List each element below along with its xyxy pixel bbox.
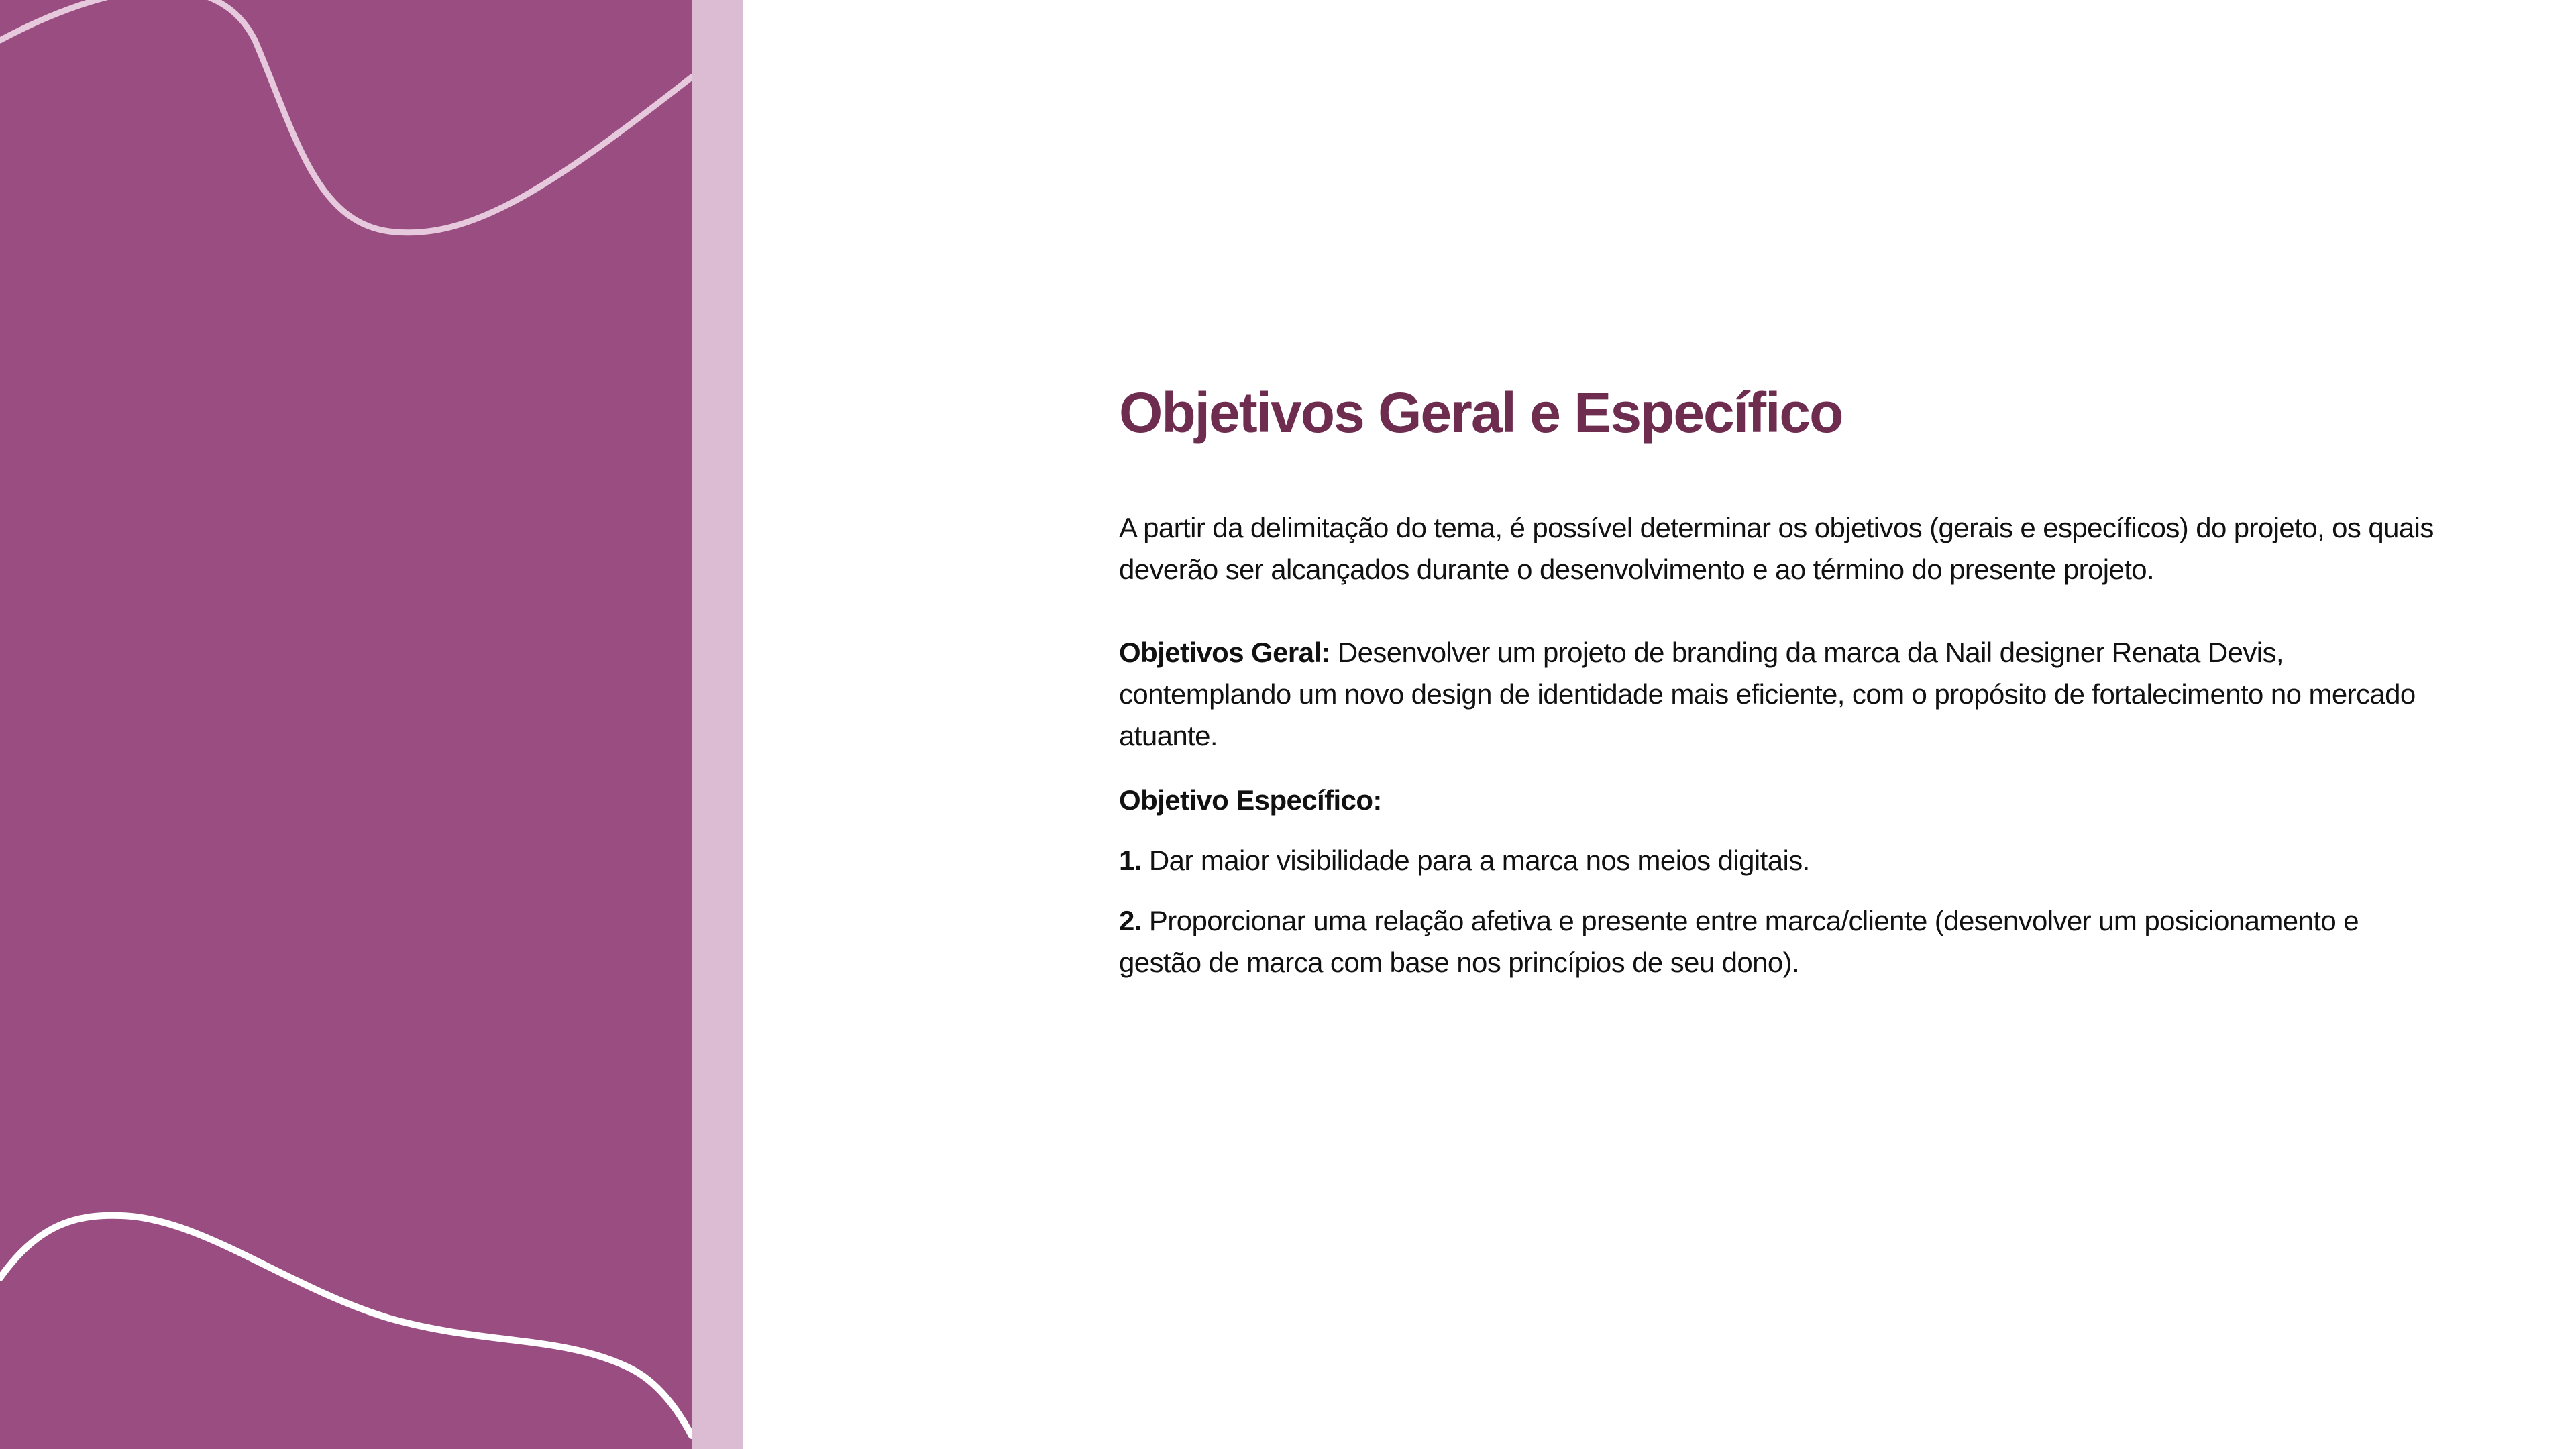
- slide-title: Objetivos Geral e Específico: [1119, 381, 1843, 444]
- specific-objective-heading: Objetivo Específico:: [1119, 784, 1382, 816]
- list-item-number: 1.: [1119, 845, 1142, 876]
- list-item: [1119, 900, 2434, 983]
- intro-paragraph: A partir da delimitação do tema, é possível determinar os objetivos (gerais e específicos) do projeto, os quais deverão ser alcançados durante o desenvolvimento e ao término do presente projeto.: [1119, 512, 2434, 585]
- list-item-text: Proporcionar uma relação afetiva e presente entre marca/cliente (desenvolver um posicionamento e gestão de marca com base nos princípios de seu dono).: [1119, 905, 2359, 978]
- general-objective-text: Desenvolver um projeto de branding da marca da Nail designer Renata Devis, contemplando um novo design de identidade mais eficiente, com o propósito de fortalecimento no mercado atuante.: [1119, 637, 2416, 751]
- bottom-curve: [0, 1216, 692, 1436]
- list-item: [1119, 840, 2434, 881]
- list-item-text: Dar maior visibilidade para a marca nos meios digitais.: [1141, 845, 1810, 876]
- general-objective-paragraph: [1119, 632, 2434, 757]
- list-item-number: 2.: [1119, 905, 1142, 936]
- content-area: [1119, 376, 2434, 983]
- decorative-side-stripe: [692, 0, 743, 1449]
- decorative-curves: [0, 0, 692, 1449]
- general-objective-label: Objetivos Geral:: [1119, 637, 1330, 668]
- top-curve: [0, 0, 692, 233]
